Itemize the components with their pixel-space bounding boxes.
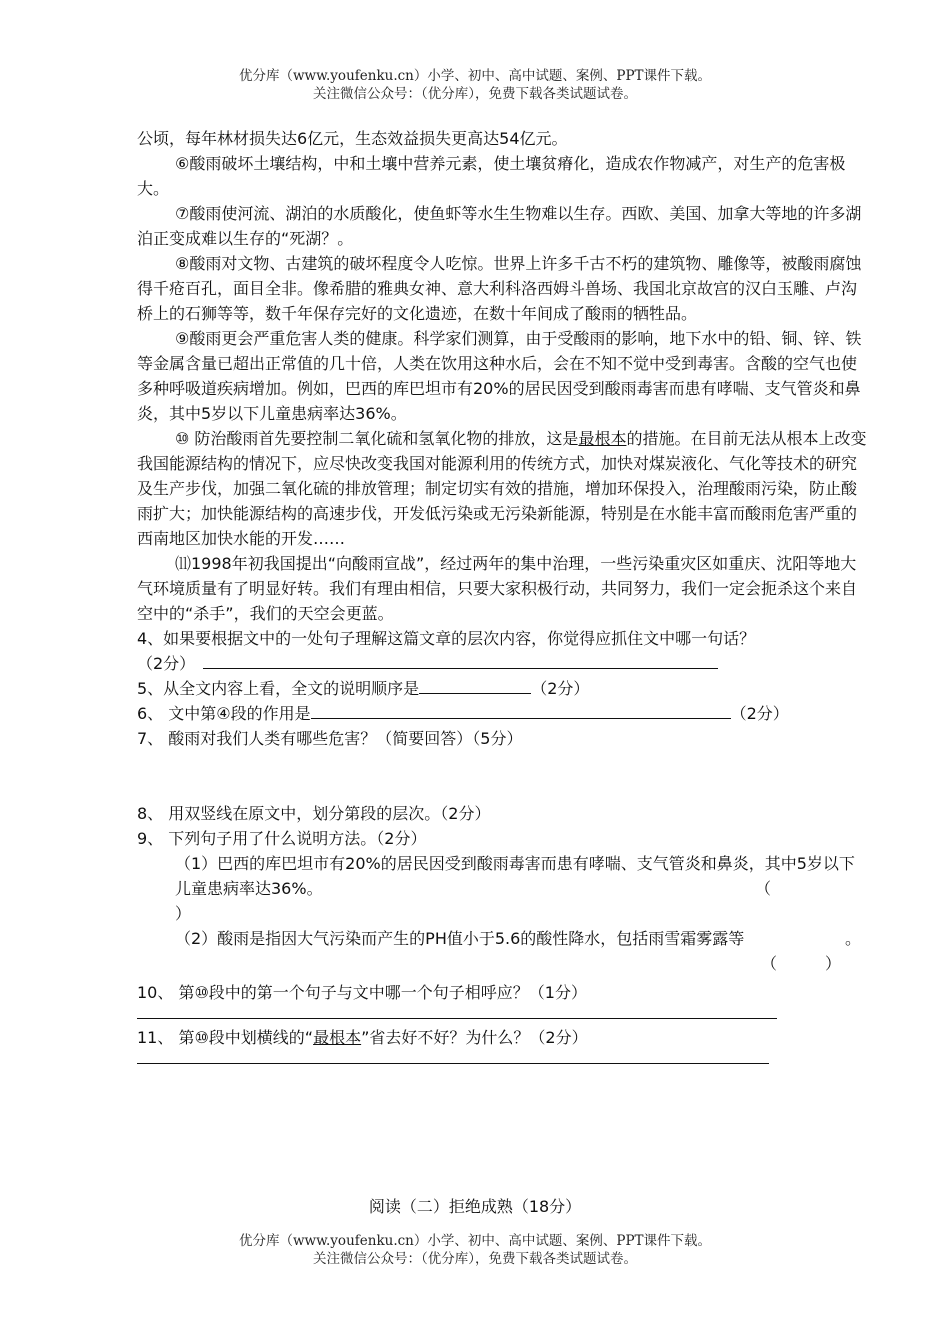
question-9-item-1: [137, 851, 867, 926]
footer-line-2: 关注微信公众号：（优分库），免费下载各类试题试卷。: [313, 1251, 637, 1267]
question-6: [137, 701, 867, 726]
question-6-score: （2分）: [730, 704, 789, 723]
underlined-phrase: 最根本: [578, 429, 627, 448]
page-header: [0, 67, 950, 103]
question-9-item-1-paren-close: ）: [175, 904, 192, 923]
question-11-part-a: 11、 第⑩段中划横线的“: [137, 1028, 314, 1047]
question-6-text: 6、 文中第④段的作用是: [137, 704, 311, 723]
question-9: 9、 下列句子用了什么说明方法。（2分）: [137, 829, 427, 848]
paragraph-8: ⑧酸雨对文物、古建筑的破坏程度令人吃惊。世界上许多千古不朽的建筑物、雕像等，被酸雨腐蚀得千疮百孔，面目全非。像希腊的雅典女神、意大利科洛西姆斗兽场、我国北京故宫的汉白玉雕、卢沟桥上的石狮等等，数千年保存完好的文化遗迹，在数十年间成了酸雨的牺牲品。: [137, 254, 862, 323]
question-5-answer-blank[interactable]: [419, 676, 531, 694]
question-9-item-1-text: （1）巴西的库巴坦市有20%的居民因受到酸雨毒害而患有哮喘、支气管炎和鼻炎，其中5岁以下儿童患病率达36%。: [175, 854, 855, 898]
paragraph-10-part-b: 的措施。在目前无法从根本上改变我国能源结构的情况下，应尽快改变我国对能源利用的传统方式，加快对煤炭液化、气化等技术的研究及生产步伐，加强二氧化硫的排放管理；制定切实有效的措施，增加环保投入，治理酸雨污染，防止酸雨扩大；加快能源结构的高速步伐，开发低污染或无污染新能源，特别是在水能丰富而酸雨危害严重的西南地区加快水能的开发……: [137, 429, 867, 548]
paragraph-10: [137, 426, 867, 551]
question-9-item-2-text: （2）酸雨是指因大气污染而产生的PH值小于5.6的酸性降水，包括雨雪霜雾露等: [175, 929, 745, 948]
question-4-answer-blank[interactable]: [203, 651, 718, 669]
question-7: 7、 酸雨对我们人类有哪些危害？（简要回答）（5分）: [137, 729, 523, 748]
page-footer: [0, 1232, 950, 1268]
question-10: 10、 第⑩段中的第一个句子与文中哪一个句子相呼应？（1分）: [137, 983, 587, 1002]
paragraph-11: ⑾1998年初我国提出“向酸雨宣战”，经过两年的集中治理，一些污染重灾区如重庆、沈阳等地大气环境质量有了明显好转。我们有理由相信，只要大家积极行动，共同努力，我们一定会扼杀这个来自空中的“杀手”，我们的天空会更蓝。: [137, 554, 858, 623]
document-body: [137, 126, 867, 1064]
question-5: [137, 676, 867, 701]
question-11-part-b: ”省去好不好？为什么？（2分）: [361, 1028, 588, 1047]
question-9-item-1-paren-open[interactable]: （: [754, 879, 771, 898]
question-5-text: 5、从全文内容上看，全文的说明顺序是: [137, 679, 420, 698]
header-line-1: 优分库（www.youfenku.cn）小学、初中、高中试题、案例、PPT课件下载。: [238, 68, 712, 84]
question-4-score: （2分）: [137, 654, 188, 673]
question-4-answer-row: [137, 651, 867, 676]
question-11: [137, 1025, 867, 1050]
question-7-answer-space[interactable]: [137, 751, 867, 801]
header-line-2: 关注微信公众号：（优分库），免费下载各类试题试卷。: [313, 86, 637, 102]
paragraph-7: ⑦酸雨使河流、湖泊的水质酸化，使鱼虾等水生生物难以生存。西欧、美国、加拿大等地的许多湖泊正变成难以生存的“死湖？。: [137, 204, 862, 248]
section-title: 阅读（二）拒绝成熟（18分）: [368, 1197, 582, 1216]
question-5-score: （2分）: [531, 679, 590, 698]
paragraph-6: ⑥酸雨破坏土壤结构，中和土壤中营养元素，使土壤贫瘠化，造成农作物减产，对生产的危害极大。: [137, 154, 846, 198]
paragraph-continued: 公顷，每年林材损失达6亿元，生态效益损失更高达54亿元。: [137, 129, 568, 148]
paragraph-9: ⑨酸雨更会严重危害人类的健康。科学家们测算，由于受酸雨的影响，地下水中的铅、铜、锌、铁等金属含量已超出正常值的几十倍，人类在饮用这种水后，会在不知不觉中受到毒害。含酸的空气也使多种呼吸道疾病增加。例如，巴西的库巴坦市有20%的居民因受到酸雨毒害而患有哮喘、支气管炎和鼻炎，其中5岁以下儿童患病率达36%。: [137, 329, 862, 423]
question-9-item-2: [137, 926, 867, 976]
footer-line-1: 优分库（www.youfenku.cn）小学、初中、高中试题、案例、PPT课件下载。: [238, 1233, 712, 1249]
question-6-answer-blank[interactable]: [311, 701, 731, 719]
question-11-answer-line[interactable]: [137, 1062, 769, 1064]
question-9-item-2-paren[interactable]: （ ）: [760, 954, 841, 973]
paragraph-10-part-a: ⑩ 防治酸雨首先要控制二氧化硫和氢氧化物的排放，这是: [175, 429, 579, 448]
question-8: 8、 用双竖线在原文中，划分第段的层次。（2分）: [137, 804, 491, 823]
question-4: 4、如果要根据文中的一处句子理解这篇文章的层次内容，你觉得应抓住文中哪一句话？: [137, 629, 756, 648]
question-9-item-2-end: 。: [844, 929, 861, 948]
question-11-underlined: 最根本: [313, 1028, 362, 1047]
